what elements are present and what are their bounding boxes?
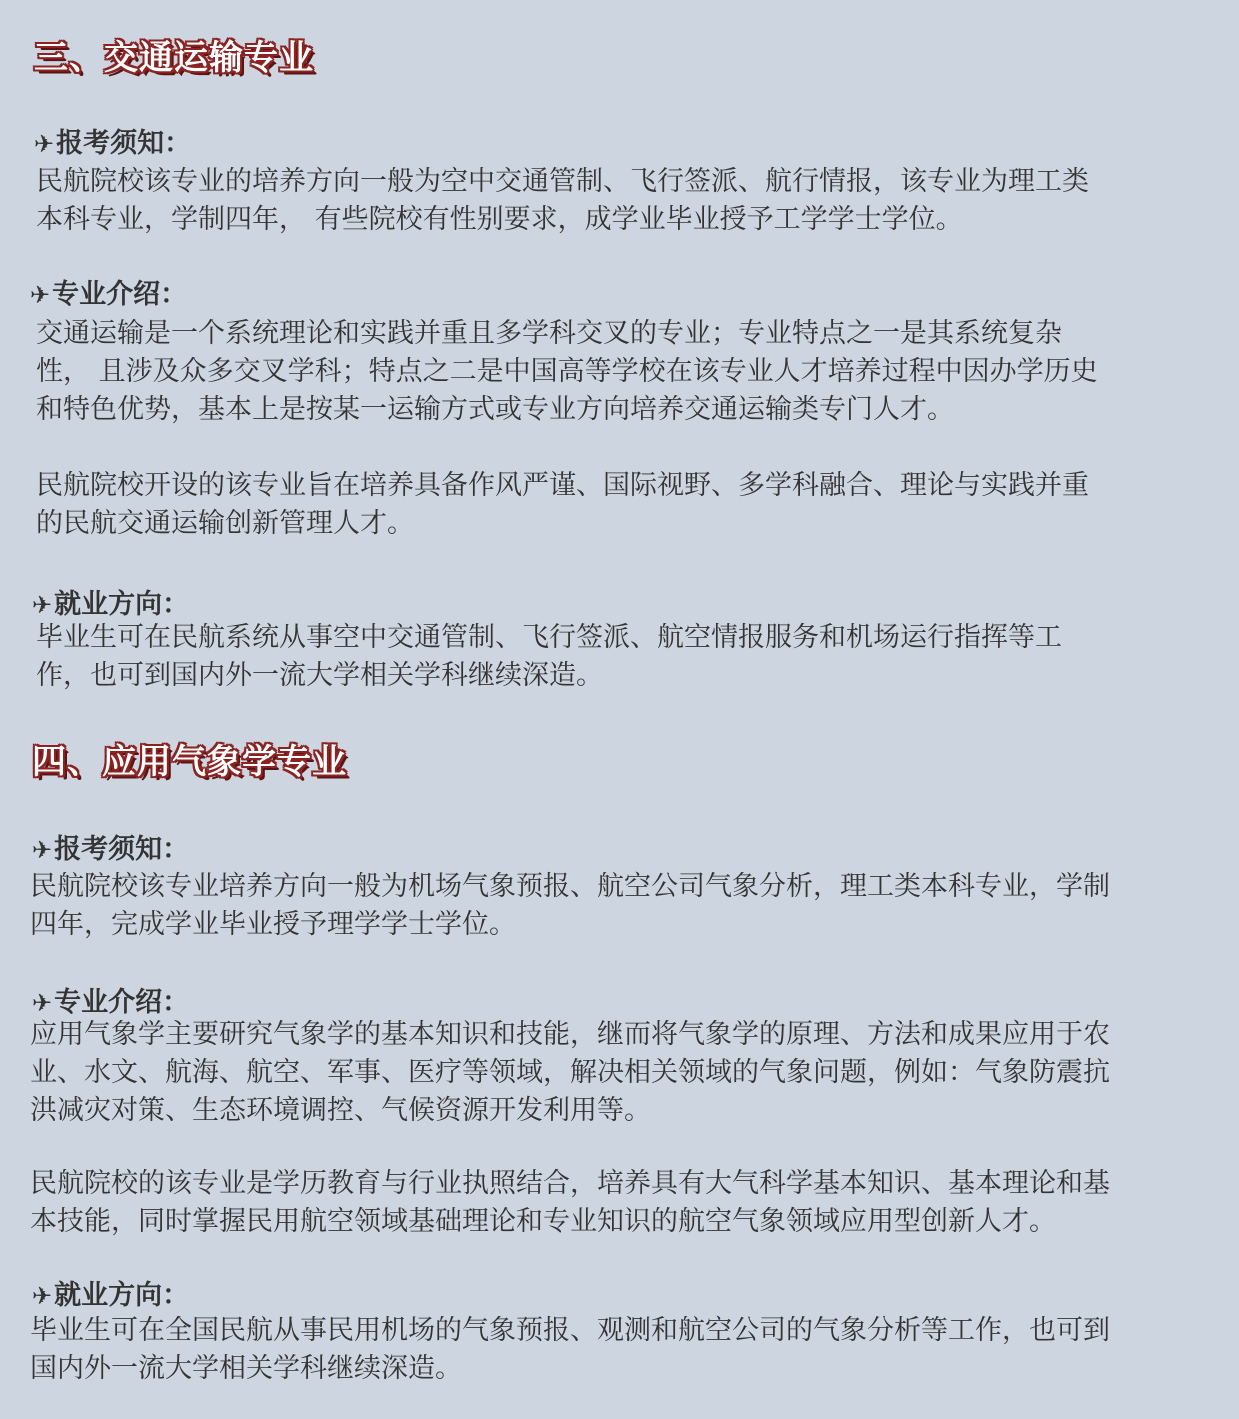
heading-admission-notes-meteorology <box>32 832 189 868</box>
paragraph-career-meteorology: 毕业生可在全国民航从事民用机场的气象预报、观测和航空公司的气象分析等工作，也可到 国内外一流大学相关学科继续深造。 <box>30 1315 1110 1384</box>
paragraph-major-intro-meteorology: 应用气象学主要研究气象学的基本知识和技能，继而将气象学的原理、方法和成果应用于农 业、水文、航海、航空、军事、医疗等领域，解决相关领域的气象问题，例如：气象防震抗 洪减灾对策、生态环境调控、气候资源开发利用等。 <box>30 1019 1110 1126</box>
heading-label: 专业介绍： <box>54 987 190 1018</box>
heading-label: 报考须知： <box>56 128 192 159</box>
heading-major-intro-transport <box>30 277 187 313</box>
paragraph-admission-notes-transport: 民航院校该专业的培养方向一般为空中交通管制、飞行签派、航行情报，该专业为理工类 本科专业，学制四年， 有些院校有性别要求，成学业毕业授予工学学士学位。 <box>36 166 1089 235</box>
paragraph-major-intro-transport: 交通运输是一个系统理论和实践并重且多学科交叉的专业；专业特点之一是其系统复杂 性， 且涉及众多交叉学科；特点之二是中国高等学校在该专业人才培养过程中因办学历史 和特色优势，基本上是按某一运输方式或专业方向培养交通运输类专门人才。 <box>36 318 1098 425</box>
paragraph-career-transport: 毕业生可在民航系统从事空中交通管制、飞行签派、航空情报服务和机场运行指挥等工 作，也可到国内外一流大学相关学科继续深造。 <box>36 622 1062 691</box>
heading-admission-notes-transport <box>34 126 191 162</box>
paragraph-major-goal-meteorology: 民航院校的该专业是学历教育与行业执照结合，培养具有大气科学基本知识、基本理论和基 本技能，同时掌握民用航空领域基础理论和专业知识的航空气象领域应用型创新人才。 <box>30 1168 1110 1237</box>
plane-icon: ✈ <box>32 1282 53 1310</box>
heading-career-meteorology <box>32 1278 189 1314</box>
section-title-transport: 三、交通运输专业 <box>34 38 314 78</box>
plane-icon: ✈ <box>32 591 53 619</box>
heading-career-transport <box>32 587 189 623</box>
plane-icon: ✈ <box>34 130 55 158</box>
plane-icon: ✈ <box>32 836 53 864</box>
paragraph-admission-notes-meteorology: 民航院校该专业培养方向一般为机场气象预报、航空公司气象分析，理工类本科专业，学制 四年，完成学业毕业授予理学学士学位。 <box>30 871 1110 940</box>
plane-icon: ✈ <box>30 281 51 309</box>
heading-label: 就业方向： <box>54 589 190 620</box>
plane-icon: ✈ <box>32 989 53 1017</box>
section-title-meteorology: 四、应用气象学专业 <box>32 742 347 782</box>
paragraph-major-goal-transport: 民航院校开设的该专业旨在培养具备作风严谨、国际视野、多学科融合、理论与实践并重 的民航交通运输创新管理人才。 <box>36 470 1089 539</box>
heading-label: 报考须知： <box>54 834 190 865</box>
heading-label: 就业方向： <box>54 1280 190 1311</box>
heading-label: 专业介绍： <box>52 279 188 310</box>
